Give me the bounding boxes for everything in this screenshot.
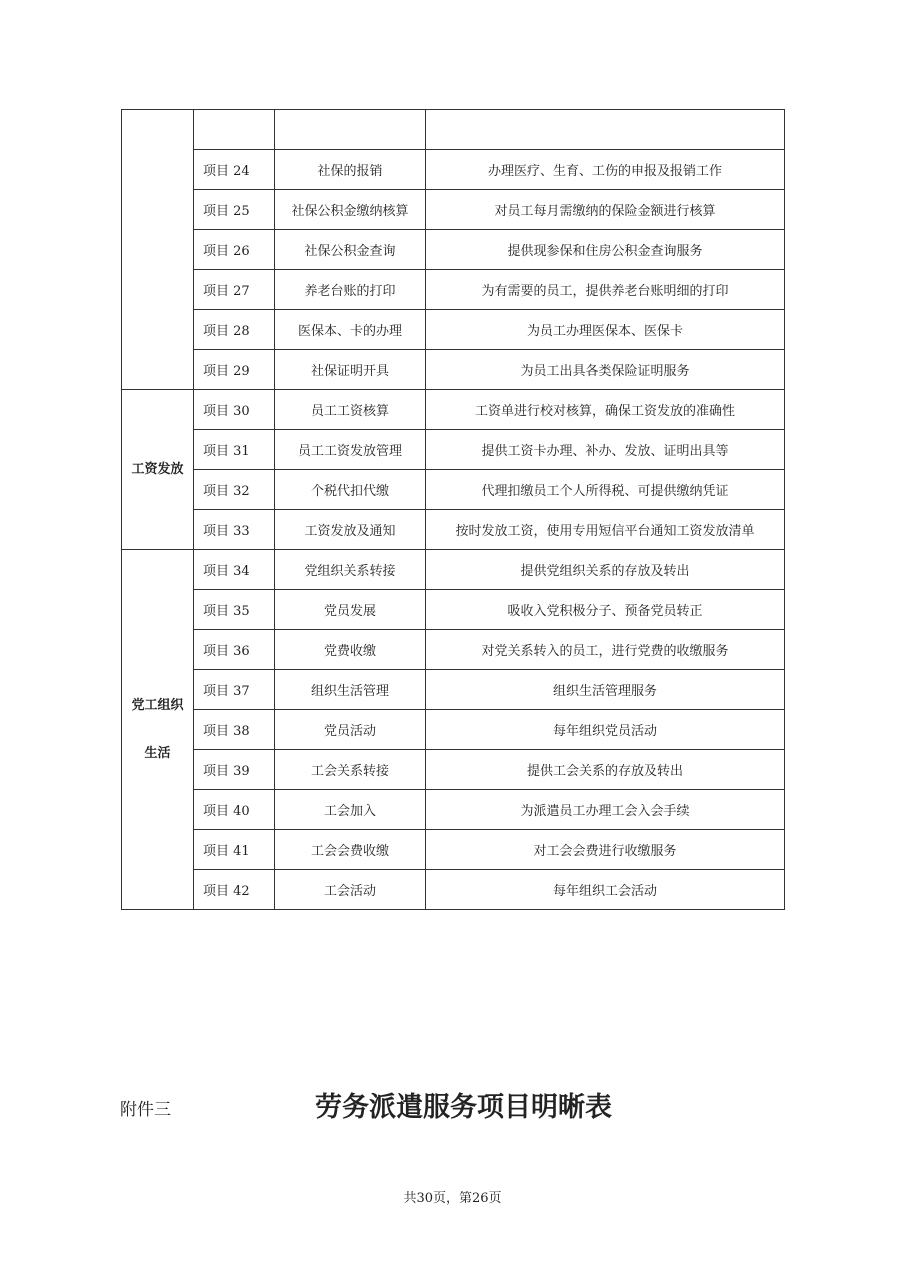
table-row — [122, 150, 785, 190]
category-label: 党工组织 — [131, 697, 184, 713]
item-number-cell: 项目 27 — [194, 270, 275, 310]
item-description-cell: 工资单进行校对核算，确保工资发放的准确性 — [426, 390, 785, 430]
item-description-cell: 为员工办理医保本、医保卡 — [426, 310, 785, 350]
item-description-cell: 对工会会费进行收缴服务 — [426, 830, 785, 870]
item-number-cell: 项目 36 — [194, 630, 275, 670]
table-row — [122, 830, 785, 870]
item-number-cell: 项目 24 — [194, 150, 275, 190]
item-number-cell: 项目 37 — [194, 670, 275, 710]
category-label: 工资发放 — [131, 461, 184, 477]
item-name-cell: 工会加入 — [275, 790, 426, 830]
table-row — [122, 590, 785, 630]
table-row — [122, 750, 785, 790]
category-cell — [122, 390, 194, 550]
table-row — [122, 350, 785, 390]
item-description-cell: 为有需要的员工，提供养老台账明细的打印 — [426, 270, 785, 310]
item-description-cell — [426, 110, 785, 150]
category-cell — [122, 110, 194, 390]
item-name-cell: 养老台账的打印 — [275, 270, 426, 310]
annex-label: 附件三 — [120, 1100, 171, 1120]
item-number-cell: 项目 31 — [194, 430, 275, 470]
item-description-cell: 每年组织工会活动 — [426, 870, 785, 910]
item-name-cell: 工会活动 — [275, 870, 426, 910]
service-items-table — [121, 109, 785, 910]
item-description-cell: 提供工资卡办理、补办、发放、证明出具等 — [426, 430, 785, 470]
item-number-cell: 项目 25 — [194, 190, 275, 230]
item-number-cell: 项目 35 — [194, 590, 275, 630]
category-label: 生活 — [144, 745, 171, 761]
item-number-cell: 项目 38 — [194, 710, 275, 750]
item-description-cell: 提供党组织关系的存放及转出 — [426, 550, 785, 590]
item-number-cell: 项目 30 — [194, 390, 275, 430]
table-row — [122, 270, 785, 310]
table-body — [122, 110, 785, 910]
item-description-cell: 组织生活管理服务 — [426, 670, 785, 710]
item-name-cell: 党员发展 — [275, 590, 426, 630]
table-row — [122, 430, 785, 470]
item-description-cell: 对员工每月需缴纳的保险金额进行核算 — [426, 190, 785, 230]
table-row — [122, 670, 785, 710]
item-description-cell: 对党关系转入的员工，进行党费的收缴服务 — [426, 630, 785, 670]
item-description-cell: 办理医疗、生育、工伤的申报及报销工作 — [426, 150, 785, 190]
table-row — [122, 470, 785, 510]
item-number-cell: 项目 34 — [194, 550, 275, 590]
table-row — [122, 390, 785, 430]
item-name-cell: 医保本、卡的办理 — [275, 310, 426, 350]
table-row — [122, 510, 785, 550]
category-cell — [122, 550, 194, 910]
item-name-cell: 个税代扣代缴 — [275, 470, 426, 510]
item-description-cell: 提供现参保和住房公积金查询服务 — [426, 230, 785, 270]
item-name-cell: 党组织关系转接 — [275, 550, 426, 590]
item-name-cell: 社保公积金缴纳核算 — [275, 190, 426, 230]
item-description-cell: 代理扣缴员工个人所得税、可提供缴纳凭证 — [426, 470, 785, 510]
item-name-cell: 社保的报销 — [275, 150, 426, 190]
item-name-cell: 工资发放及通知 — [275, 510, 426, 550]
item-number-cell: 项目 39 — [194, 750, 275, 790]
item-name-cell: 社保证明开具 — [275, 350, 426, 390]
table-row — [122, 310, 785, 350]
item-number-cell: 项目 26 — [194, 230, 275, 270]
item-number-cell: 项目 41 — [194, 830, 275, 870]
item-name-cell: 党员活动 — [275, 710, 426, 750]
table-row — [122, 110, 785, 150]
table-row — [122, 790, 785, 830]
item-name-cell: 工会关系转接 — [275, 750, 426, 790]
item-number-cell: 项目 32 — [194, 470, 275, 510]
table-row — [122, 630, 785, 670]
item-description-cell: 吸收入党积极分子、预备党员转正 — [426, 590, 785, 630]
item-description-cell: 提供工会关系的存放及转出 — [426, 750, 785, 790]
item-number-cell: 项目 33 — [194, 510, 275, 550]
item-number-cell: 项目 42 — [194, 870, 275, 910]
table-row — [122, 870, 785, 910]
page-footer: 共30页，第26页 — [403, 1191, 502, 1206]
item-name-cell: 党费收缴 — [275, 630, 426, 670]
item-number-cell: 项目 28 — [194, 310, 275, 350]
item-description-cell: 为派遣员工办理工会入会手续 — [426, 790, 785, 830]
table-row — [122, 710, 785, 750]
table-row — [122, 230, 785, 270]
item-number-cell: 项目 40 — [194, 790, 275, 830]
item-description-cell: 为员工出具各类保险证明服务 — [426, 350, 785, 390]
table-row — [122, 550, 785, 590]
document-title: 劳务派遣服务项目明晰表 — [315, 1092, 612, 1123]
table-row — [122, 190, 785, 230]
item-name-cell — [275, 110, 426, 150]
item-name-cell: 员工工资核算 — [275, 390, 426, 430]
item-number-cell: 项目 29 — [194, 350, 275, 390]
item-name-cell: 社保公积金查询 — [275, 230, 426, 270]
item-number-cell — [194, 110, 275, 150]
item-name-cell: 员工工资发放管理 — [275, 430, 426, 470]
item-name-cell: 组织生活管理 — [275, 670, 426, 710]
item-description-cell: 每年组织党员活动 — [426, 710, 785, 750]
item-name-cell: 工会会费收缴 — [275, 830, 426, 870]
item-description-cell: 按时发放工资，使用专用短信平台通知工资发放清单 — [426, 510, 785, 550]
